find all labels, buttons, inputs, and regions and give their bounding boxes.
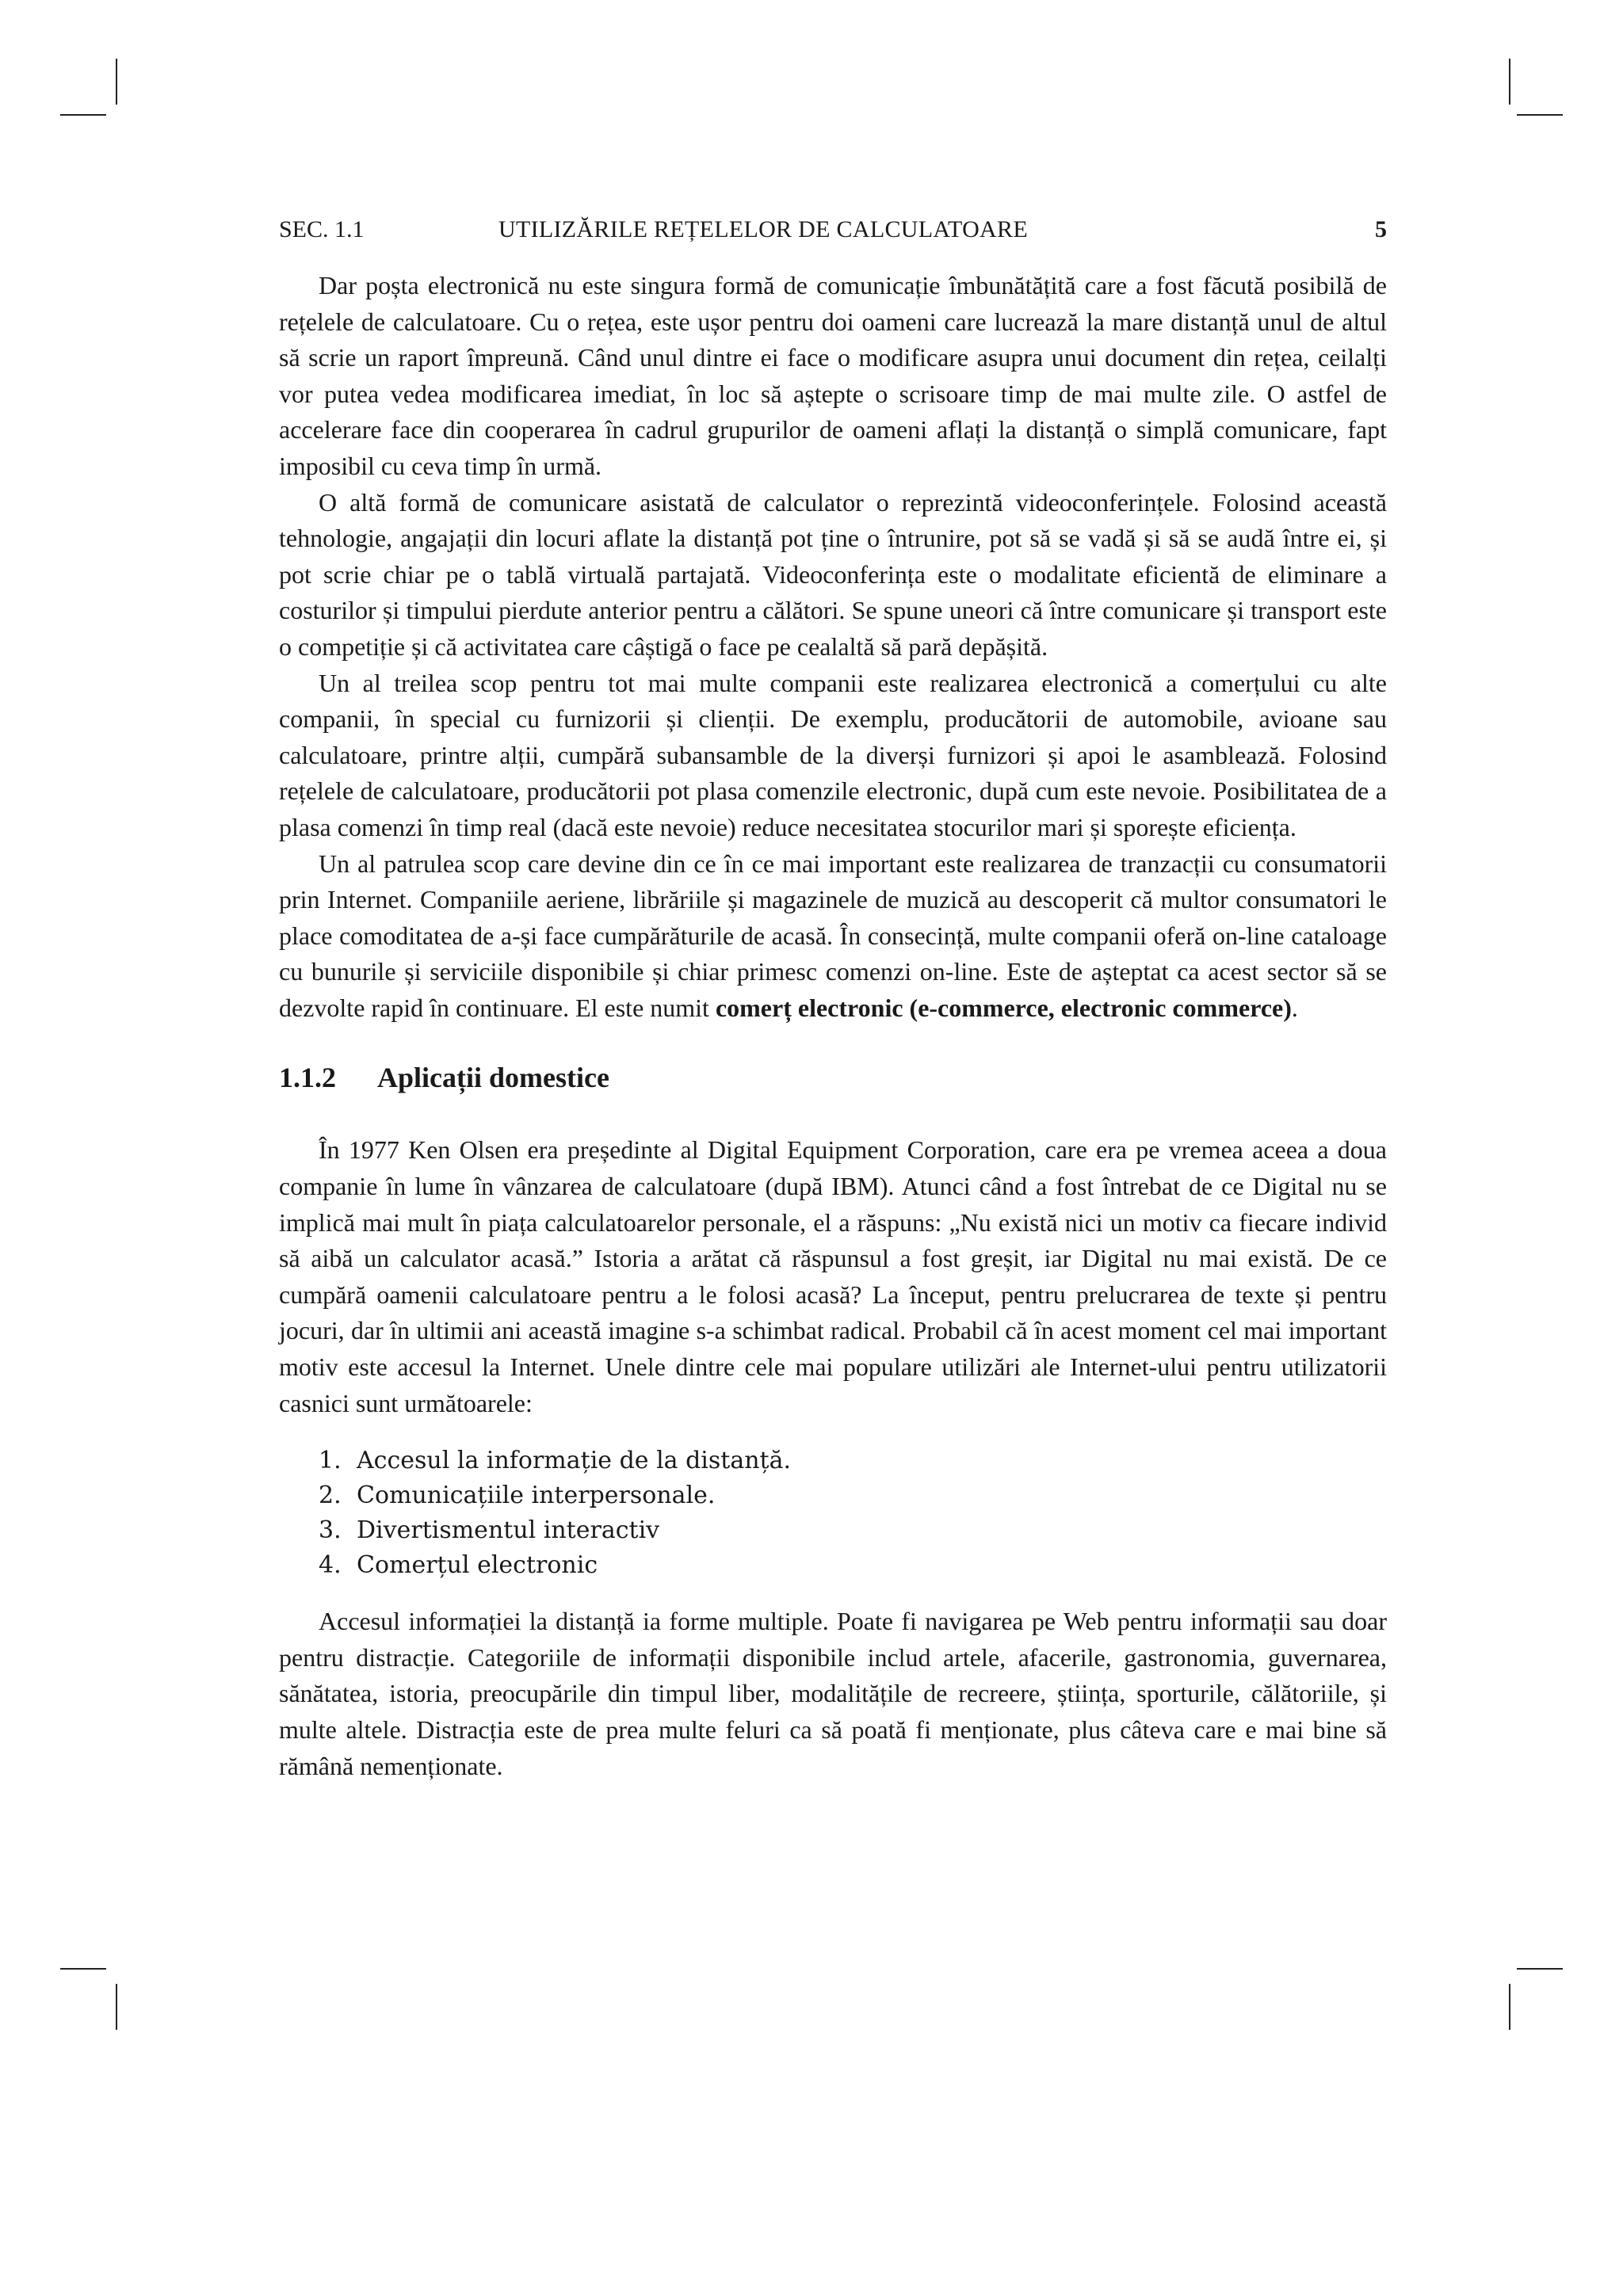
- list-text: Accesul la informație de la distanță.: [357, 1447, 792, 1475]
- list-number: 3.: [319, 1516, 342, 1545]
- paragraph: Dar poșta electronică nu este singura formă de comunicație îmbunătățită care a fost făcută posibilă de rețelele de calculatoare. Cu o rețea, este ușor pentru doi oameni care lucrează la mare distanță unul de altul să scrie un raport împreună. Când unul dintre ei face o modificare asupra unui document din rețea, ceilalți vor putea vedea modificarea imediat, în loc să aștepte o scrisoare timp de mai multe zile. O astfel de accelerare face din cooperarea în cadrul grupurilor de oameni aflați la distanță o simplă comunicare, fapt imposibil cu ceva timp în urmă.: [279, 271, 1387, 480]
- crop-mark-bottom-right-v: [1509, 1984, 1510, 2030]
- paragraph-end: .: [1291, 993, 1298, 1022]
- crop-mark-bottom-left-h: [60, 1968, 106, 1970]
- list-item: [279, 1444, 1387, 1478]
- running-header: [279, 214, 1387, 246]
- crop-mark-top-right-h: [1517, 114, 1563, 116]
- paragraph: O altă formă de comunicare asistată de calculator o reprezintă videoconferințele. Folosind această tehnologie, angajații din locuri aflate la distanță pot ține o întrunire, pot să se vadă și să se audă între ei, și pot scrie chiar pe o tablă virtuală partajată. Videoconferința este o modalitate eficientă de eliminare a costurilor și timpului pierdute anterior pentru a călători. Se spune uneori că între comunicare și transport este o competiție și că activitatea care câștigă o face pe cealaltă să pară depășită.: [279, 487, 1387, 661]
- list-number: 1.: [319, 1447, 342, 1475]
- bold-term: comerț electronic (e-commerce, electronic commerce): [715, 993, 1292, 1022]
- page-number: 5: [1375, 216, 1387, 242]
- list-number: 2.: [319, 1482, 342, 1510]
- header-section: SEC. 1.1: [279, 216, 365, 242]
- list-text: Comunicațiile interpersonale.: [357, 1482, 716, 1510]
- section-number: 1.1.2: [279, 1062, 336, 1094]
- list-item: [279, 1513, 1387, 1548]
- list-item: [279, 1548, 1387, 1583]
- crop-mark-top-left-v: [116, 59, 117, 105]
- body-text: [279, 268, 1387, 1784]
- paragraph-text: Un al patrulea scop care devine din ce în ce mai important este realizarea de tranzacții cu consumatorii prin Internet. Companiile aeriene, librăriile și magazinele de muzică au descoperit că multor consumatori le place comoditatea de a-și face cumpărăturile de acasă. În consecință, multe companii oferă on-line cataloage cu bunurile și serviciile disponibile și chiar primesc comenzi on-line. Este de așteptat ca acest sector să se dezvolte rapid în continuare. El este numit: [279, 849, 1387, 1022]
- numbered-list: [279, 1444, 1387, 1583]
- crop-mark-top-right-v: [1509, 59, 1510, 105]
- crop-mark-bottom-right-h: [1517, 1968, 1563, 1970]
- header-title: UTILIZĂRILE REȚELELOR DE CALCULATOARE: [498, 216, 1028, 242]
- paragraph: În 1977 Ken Olsen era președinte al Digital Equipment Corporation, care era pe vremea aceea a doua companie în lume în vânzarea de calculatoare (după IBM). Atunci când a fost întrebat de ce Digital nu se implică mai mult în piața calculatoarelor personale, el a răspuns: „Nu există nici un motiv ca fiecare individ să aibă un calculator acasă.” Istoria a arătat că răspunsul a fost greșit, iar Digital nu mai există. De ce cumpără oamenii calculatoare pentru a le folosi acasă? La început, pentru prelucrarea de texte și pentru jocuri, dar în ultimii ani această imagine s-a schimbat radical. Probabil că în acest moment cel mai important motiv este accesul la Internet. Unele dintre cele mai populare utilizări ale Internet-ului pentru utilizatorii casnici sunt următoarele:: [279, 1135, 1387, 1417]
- list-item: [279, 1478, 1387, 1513]
- section-title: Aplicații domestice: [377, 1062, 609, 1094]
- section-heading: [279, 1058, 1387, 1097]
- crop-mark-top-left-h: [60, 114, 106, 116]
- list-text: Comerțul electronic: [357, 1551, 598, 1580]
- crop-mark-bottom-left-v: [116, 1984, 117, 2030]
- paragraph: Accesul informației la distanță ia forme multiple. Poate fi navigarea pe Web pentru informații sau doar pentru distracție. Categoriile de informații disponibile includ artele, afacerile, gastronomia, guvernarea, sănătatea, istoria, preocupările din timpul liber, modalitățile de recreere, știința, sporturile, călătoriile, și multe altele. Distracția este de prea multe feluri ca să poată fi menționate, plus câteva care e mai bine să rămână nemenționate.: [279, 1607, 1387, 1780]
- list-number: 4.: [319, 1551, 342, 1580]
- paragraph-ecommerce: [279, 846, 1387, 1027]
- list-text: Divertismentul interactiv: [357, 1516, 660, 1545]
- paragraph: Un al treilea scop pentru tot mai multe companii este realizarea electronică a comerțului cu alte companii, în special cu furnizorii și clienții. De exemplu, producătorii de automobile, avioane sau calculatoare, printre alții, cumpără subansamble de la diverși furnizori și apoi le asamblează. Folosind rețelele de calculatoare, producătorii pot plasa comenzile electronic, după cum este nevoie. Posibilitatea de a plasa comenzi în timp real (dacă este nevoie) reduce necesitatea stocurilor mari și sporește eficiența.: [279, 668, 1387, 841]
